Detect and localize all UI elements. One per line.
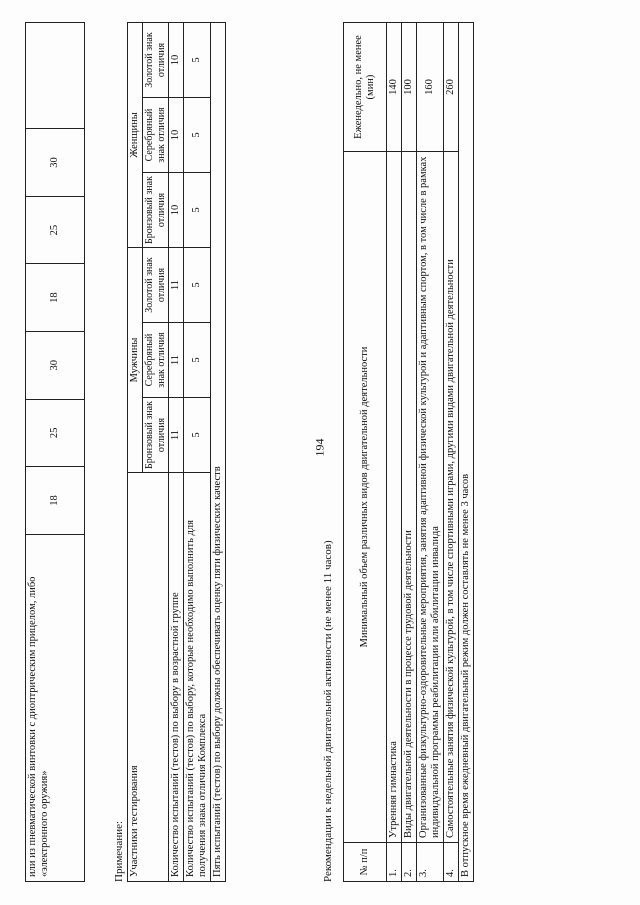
value-cell: 5 <box>184 23 211 98</box>
row-num: 3. <box>417 843 444 882</box>
value-cell: 25 <box>26 399 85 467</box>
footer-note: Пять испытаний (тестов) по выбору должны обеспечивать оценку пяти физических качеств <box>211 23 226 882</box>
value-cell: 5 <box>184 98 211 173</box>
table-row <box>184 23 211 882</box>
footer-note: В отпускное время ежедневный двигательный режим должен составлять не менее 3 часов <box>459 23 474 882</box>
row-label: Количество испытаний (тестов) по выбору в возрастной группе <box>169 473 184 882</box>
table-row <box>417 23 444 882</box>
value-cell: 5 <box>184 248 211 323</box>
table-row <box>459 23 474 882</box>
page-number: 194 <box>312 438 327 457</box>
participants-label: Участники тестирования <box>128 473 169 882</box>
value-cell: 10 <box>169 98 184 173</box>
level-header: Бронзовый знак отличия <box>143 398 169 473</box>
level-header: Серебряный знак отличия <box>143 323 169 398</box>
value-cell: 10 <box>169 23 184 98</box>
table-row <box>128 23 143 882</box>
level-header: Серебряный знак отличия <box>143 98 169 173</box>
row-activity: Самостоятельные занятия физической культурой, в том числе спортивными играми, другими видами двигательной деятельности <box>444 152 459 843</box>
weekly-activity-table <box>343 22 474 882</box>
discipline-label: или из пневматической винтовки с диоптрическим прицелом, либо «электронного оружия» <box>26 534 85 881</box>
value-cell: 25 <box>26 196 85 264</box>
value-cell: 10 <box>169 173 184 248</box>
table-row <box>344 23 387 882</box>
value-cell: 11 <box>169 323 184 398</box>
table-row <box>169 23 184 882</box>
row-num: 2. <box>402 843 417 882</box>
value-cell: 11 <box>169 248 184 323</box>
testing-levels-table <box>127 22 226 882</box>
table-row <box>26 23 85 882</box>
row-weekly: 100 <box>402 23 417 152</box>
row-activity: Утренняя гимнастика <box>387 152 402 843</box>
weekly-header: Еженедельно, не менее (мин) <box>344 23 387 152</box>
table-row <box>402 23 417 882</box>
shooting-continuation-table <box>25 22 85 882</box>
value-cell: 5 <box>184 173 211 248</box>
value-cell <box>26 23 85 129</box>
row-activity: Виды двигательной деятельности в процессе трудовой деятельности <box>402 152 417 843</box>
row-num: 1. <box>387 843 402 882</box>
table-row <box>444 23 459 882</box>
num-header: № п/п <box>344 843 387 882</box>
table-row <box>387 23 402 882</box>
row-weekly: 260 <box>444 23 459 152</box>
level-header: Золотой знак отличия <box>143 23 169 98</box>
men-header: Мужчины <box>128 248 143 473</box>
value-cell: 18 <box>26 467 85 535</box>
level-header: Золотой знак отличия <box>143 248 169 323</box>
activity-title: Рекомендации к недельной двигательной активности (не менее 11 часов) <box>322 540 334 882</box>
activity-header: Минимальный объем различных видов двигательной деятельности <box>344 152 387 843</box>
value-cell: 30 <box>26 129 85 197</box>
note-label: Примечание: <box>113 820 125 882</box>
level-header: Бронзовый знак отличия <box>143 173 169 248</box>
value-cell: 5 <box>184 323 211 398</box>
rotated-document-sheet <box>25 22 615 882</box>
row-activity: Организованные физкультурно-оздоровительные мероприятия, занятия адаптивной физической культурой и адаптивным спортом, в том числе в рамках индивидуальной программы реабилитации или абилитации инвалида <box>417 152 444 843</box>
row-num: 4. <box>444 843 459 882</box>
row-label: Количество испытаний (тестов) по выбору, которые необходимо выполнить для получения знака отличия Комплекса <box>184 473 211 882</box>
value-cell: 30 <box>26 331 85 399</box>
value-cell: 5 <box>184 398 211 473</box>
value-cell: 11 <box>169 398 184 473</box>
women-header: Женщины <box>128 23 143 248</box>
row-weekly: 140 <box>387 23 402 152</box>
table-row <box>211 23 226 882</box>
row-weekly: 160 <box>417 23 444 152</box>
value-cell: 18 <box>26 264 85 332</box>
